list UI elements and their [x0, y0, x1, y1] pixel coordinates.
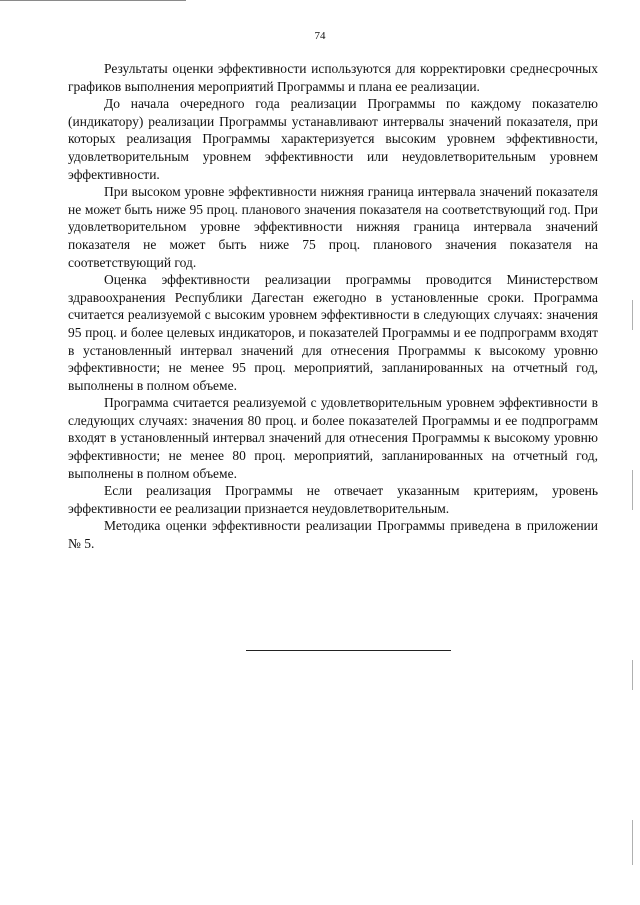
scan-edge-mark [632, 820, 633, 865]
end-separator-line [246, 650, 451, 651]
paragraph: До начала очередного года реализации Программы по каждому показателю (индикатору) реализации Программы устанавливают интервалы значений показателя, при которых реализация Программы характеризуется высоким уровнем эффективности, удовлетворительным уровнем эффективности или неудовлетворительным уровнем эффективности. [68, 96, 598, 182]
paragraph: Программа считается реализуемой с удовлетворительным уровнем эффективности в следующих случаях: значения 80 проц. и более показателей Программы и ее подпрограмм входят в установленный интервал значений для отнесения Программы к высокому уровню эффективности; не менее 80 проц. мероприятий, запланированных на отчетный год, выполнены в полном объеме. [68, 395, 598, 481]
document-body [68, 60, 598, 553]
paragraph: Методика оценки эффективности реализации Программы приведена в приложении № 5. [68, 518, 598, 552]
page-number: 74 [314, 30, 326, 42]
paragraph: Если реализация Программы не отвечает указанным критериям, уровень эффективности ее реализации признается неудовлетворительным. [68, 483, 598, 516]
scan-edge-mark [632, 660, 633, 690]
scan-edge-mark [632, 470, 633, 510]
paragraph: Оценка эффективности реализации программы проводится Министерством здравоохранения Республики Дагестан ежегодно в установленные сроки. Программа считается реализуемой с высоким уровнем эффективности в следующих случаях: значения 95 проц. и более целевых индикаторов, и показателей Программы и ее подпрограмм входят в установленный интервал значений для отнесения Программы к высокому уровню эффективности; не менее 95 проц. мероприятий, запланированных на отчетный год, выполнены в полном объеме. [68, 272, 598, 393]
paragraph: Результаты оценки эффективности используются для корректировки среднесрочных графиков выполнения мероприятий Программы и плана ее реализации. [68, 61, 598, 94]
scan-edge-mark [0, 0, 186, 1]
paragraph: При высоком уровне эффективности нижняя граница интервала значений показателя не может быть ниже 95 проц. планового значения показателя на соответствующий год. При удовлетворительном уровне эффективности нижняя граница интервала значений показателя не может быть ниже 75 проц. планового значения показателя на соответствующий год. [68, 184, 598, 270]
scan-edge-mark [632, 300, 633, 330]
